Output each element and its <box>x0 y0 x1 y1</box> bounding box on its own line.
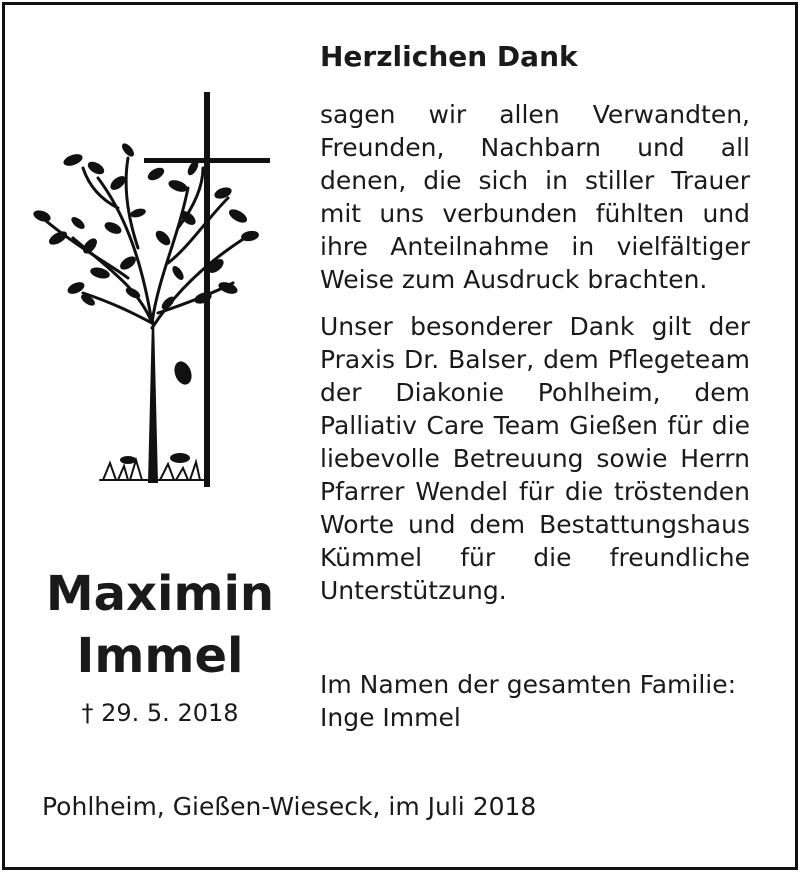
thanks-paragraph-2: Unser besonderer Dank gilt der Praxis Dr. Balser, dem Pflegeteam der Diakonie Pohlheim, dem Palliativ Care Team Gießen für die liebevolle Betreuung sowie Herrn Pfarrer Wendel für die tröstenden Worte und dem Bestattungshaus Kümmel für die freundliche Unterstützung. <box>320 312 750 605</box>
death-date: † 29. 5. 2018 <box>81 699 239 727</box>
signature-block <box>320 668 736 734</box>
thanks-heading: Herzlichen Dank <box>320 40 578 73</box>
deceased-last-name: Immel <box>76 628 244 684</box>
thanks-paragraph-1: sagen wir allen Verwandten, Freunden, Nachbarn und all denen, die sich in stiller Trauer mit uns verbunden fühlten und ihre Anteilnahme in vielfältiger Weise zum Ausdruck brachten. <box>320 100 750 294</box>
signature-line: Im Namen der gesamten Familie: <box>320 670 737 699</box>
signature-name: Inge Immel <box>320 703 461 732</box>
deceased-first-name: Maximin <box>45 566 275 622</box>
place-and-date: Pohlheim, Gießen-Wieseck, im Juli 2018 <box>42 792 537 821</box>
tree-with-cross-icon <box>28 88 278 498</box>
